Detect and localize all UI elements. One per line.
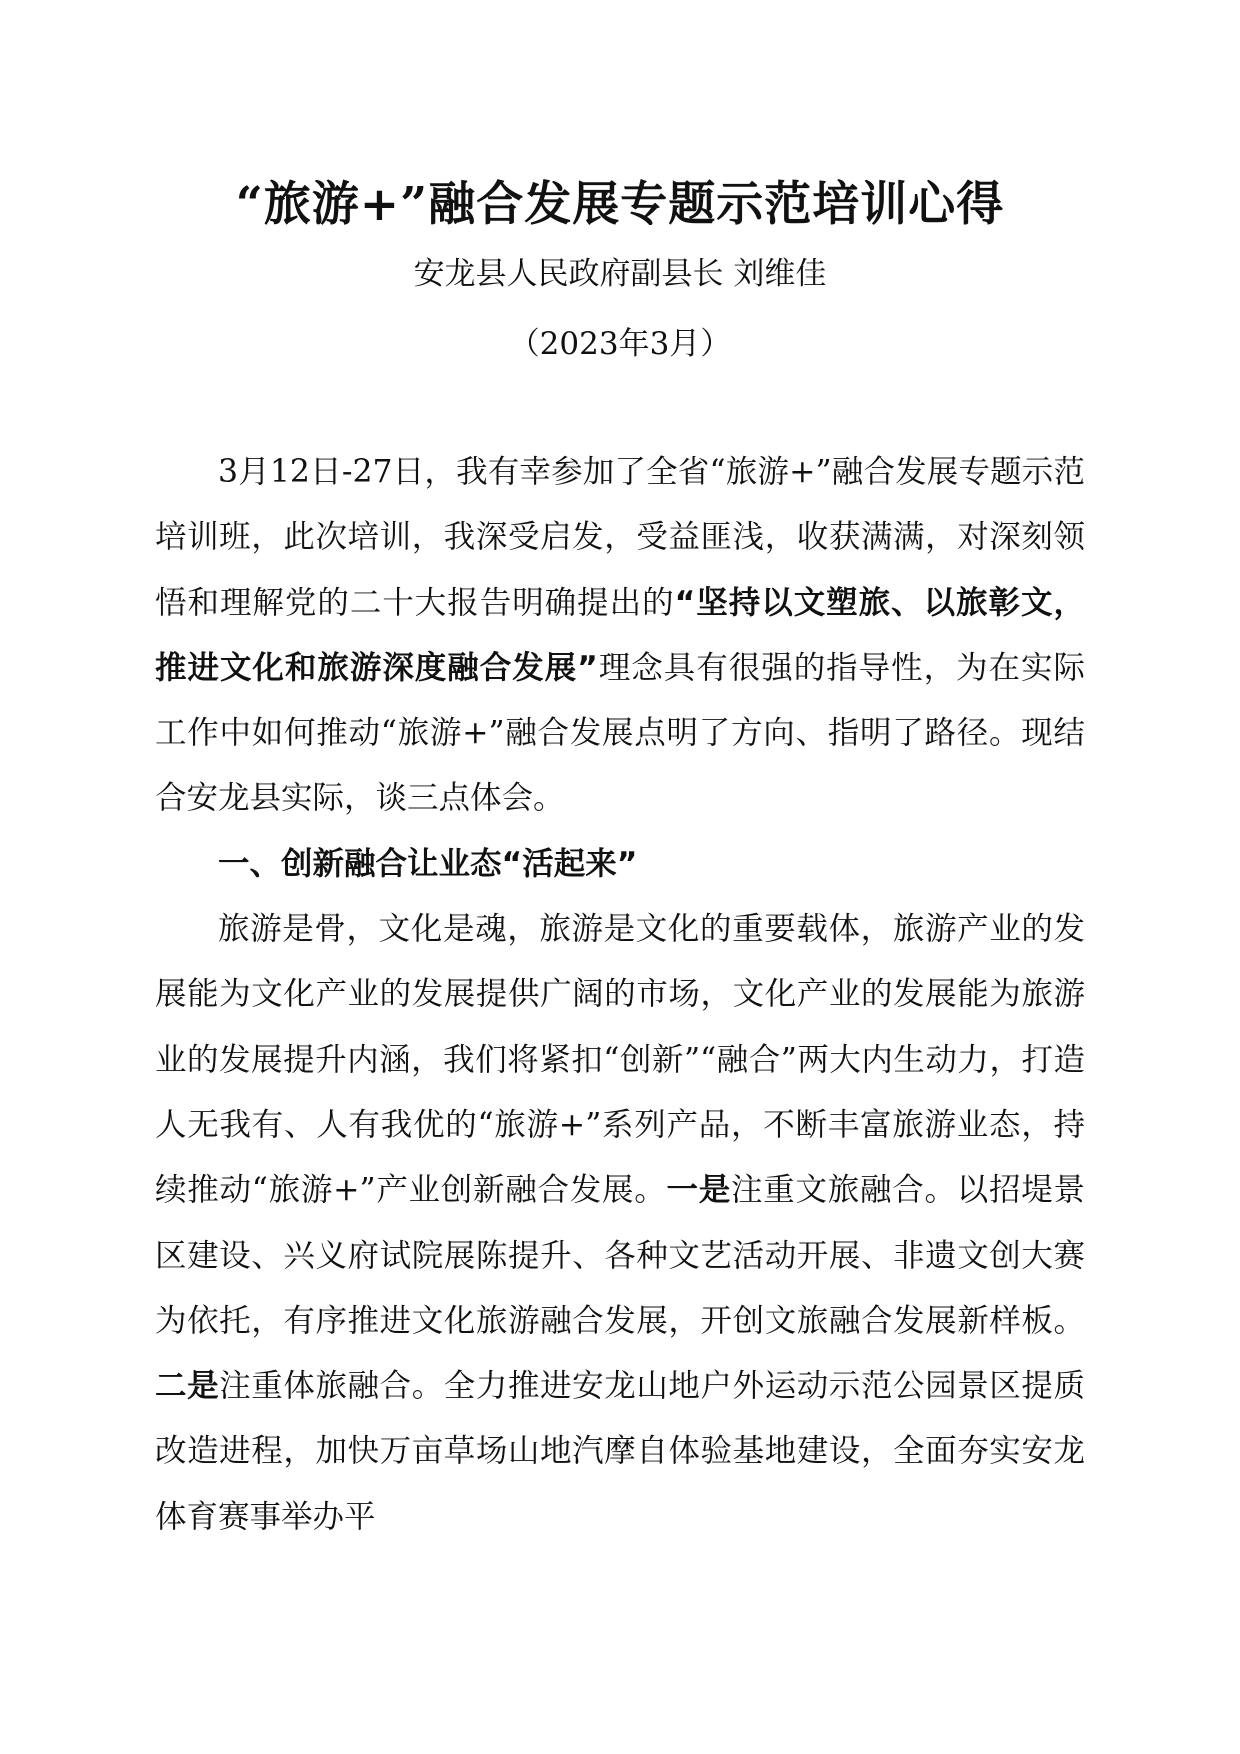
point-label-2: 二是 [155, 1368, 220, 1405]
section1-paragraph [155, 897, 1085, 1550]
point-label-1: 一是 [666, 1172, 732, 1209]
intro-text-1: 3月12日-27日，我有幸参加了全省“旅游+”融合发展专题示范培训班，此次培训，我深受启发，受益匪浅，收获满满，对深刻领悟和理解党的二十大报告明确提出的 [155, 454, 1085, 621]
document-title: “旅游+”融合发展专题示范培训心得 [235, 177, 1005, 232]
document-date: （2023年3月） [508, 326, 732, 362]
section1-text-1: 旅游是骨，文化是魂，旅游是文化的重要载体，旅游产业的发展能为文化产业的发展提供广阔的市场，文化产业的发展能为旅游业的发展提升内涵，我们将紧扣“创新”“融合”两大内生动力，打造人无我有、人有我优的“旅游+”系列产品，不断丰富旅游业态，持续推动“旅游+”产业创新融合发展。 [155, 911, 1085, 1209]
section1-text-2: 注重文旅融合。以招堤景区建设、兴义府试院展陈提升、各种文艺活动开展、非遗文创大赛为依托，有序推进文化旅游融合发展，开创文旅融合发展新样板。 [155, 1172, 1085, 1339]
section-heading-1: 一、创新融合让业态“活起来” [218, 845, 638, 882]
intro-paragraph [155, 440, 1085, 832]
intro-quote: “坚持以文塑旅、以旅彰文，推进文化和旅游深度融合发展” [155, 584, 1085, 686]
document-body [155, 440, 1085, 1550]
section1-text-3: 注重体旅融合。全力推进安龙山地户外运动示范公园景区提质改造进程，加快万亩草场山地汽摩自体验基地建设，全面夯实安龙体育赛事举办平 [155, 1368, 1085, 1535]
intro-text-2: 理念具有很强的指导性，为在实际工作中如何推动“旅游+”融合发展点明了方向、指明了路径。现结合安龙县实际，谈三点体会。 [155, 649, 1085, 817]
author-line: 安龙县人民政府副县长 刘维佳 [413, 256, 827, 292]
